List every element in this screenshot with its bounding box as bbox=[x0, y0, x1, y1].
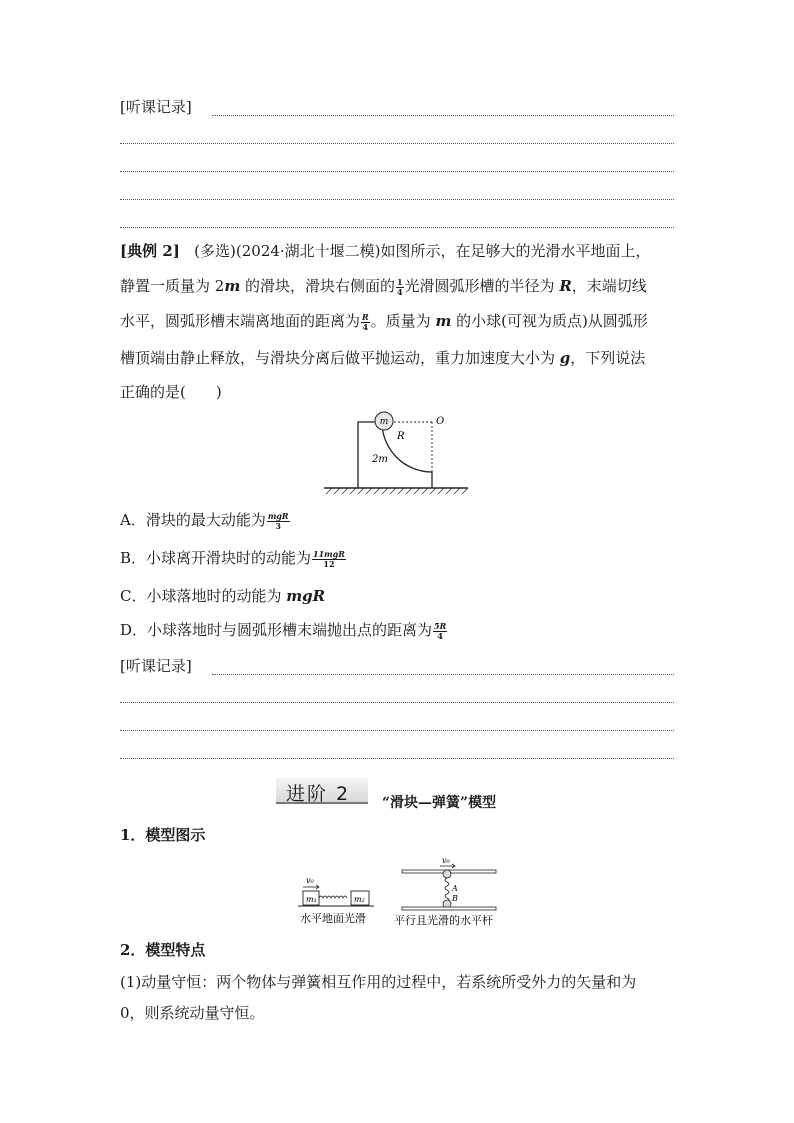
point-a-label: A bbox=[452, 884, 458, 893]
figure-caption: 平行且光滑的水平杆 bbox=[394, 914, 493, 927]
fraction-denominator: 12 bbox=[323, 558, 335, 569]
example-line-5 bbox=[120, 382, 222, 402]
model-paragraph-line-1: (1)动量守恒：两个物体与弹簧相互作用的过程中，若系统所受外力的矢量和为 bbox=[120, 973, 637, 991]
section-banner bbox=[276, 778, 368, 804]
fraction-numerator: 1 bbox=[396, 276, 403, 287]
option-text: C．小球落地时的动能为 bbox=[120, 587, 287, 605]
math-var: g bbox=[559, 349, 571, 367]
example-text: (多选)(2024·湖北十堰二模)如图所示，在足够大的光滑水平地面上， bbox=[194, 242, 651, 260]
example-tag: [典例 2] bbox=[120, 242, 180, 260]
notes-line[interactable] bbox=[120, 758, 674, 759]
center-label: O bbox=[436, 416, 445, 427]
option-a[interactable] bbox=[120, 510, 291, 531]
math-expr: mgR bbox=[286, 587, 326, 605]
math-var: m bbox=[435, 312, 452, 330]
notes-row-4 bbox=[120, 182, 674, 202]
fraction-numerator: mgR bbox=[267, 510, 289, 521]
notes-line[interactable] bbox=[120, 199, 674, 200]
notes-row-2 bbox=[120, 126, 674, 146]
option-c[interactable] bbox=[120, 586, 325, 606]
notes-row-1 bbox=[120, 98, 674, 118]
option-text: D．小球落地时与圆弧形槽末端抛出点的距离为 bbox=[120, 621, 433, 639]
notes-label: [听课记录] bbox=[120, 657, 192, 675]
notes-line[interactable] bbox=[212, 115, 674, 116]
block-m2-label: m₂ bbox=[354, 895, 365, 904]
block-label: 2m bbox=[372, 454, 388, 465]
block-m1-label: m₁ bbox=[306, 895, 317, 904]
ground-hatch bbox=[326, 488, 468, 494]
velocity-label: v₀ bbox=[442, 856, 450, 865]
velocity-label: v₀ bbox=[306, 876, 314, 885]
example-line-1 bbox=[120, 241, 651, 261]
model-heading-2: 2．模型特点 bbox=[120, 941, 206, 959]
notes-line[interactable] bbox=[120, 171, 674, 172]
fraction-denominator: 4 bbox=[437, 630, 443, 641]
fraction bbox=[312, 550, 346, 569]
ring-a bbox=[443, 870, 451, 878]
math-var: R bbox=[559, 277, 572, 295]
notes-row-3 bbox=[120, 154, 674, 174]
example-text: ，下列说法 bbox=[570, 349, 646, 367]
notes-line[interactable] bbox=[120, 702, 674, 703]
notes-row-8 bbox=[120, 713, 674, 733]
model-paragraph-line-2: 0，则系统动量守恒。 bbox=[120, 1004, 265, 1022]
section-banner-label: 进阶 2 bbox=[286, 783, 351, 805]
fraction-denominator: 4 bbox=[362, 321, 369, 332]
example-text: 。质量为 bbox=[370, 312, 436, 330]
figure-block-groove bbox=[320, 410, 472, 496]
example-text: ，末端切线 bbox=[571, 277, 647, 295]
example-text: 正确的是( ) bbox=[120, 383, 222, 401]
figure-spring-ground bbox=[296, 872, 376, 928]
fraction-denominator: 3 bbox=[275, 520, 281, 531]
block-outline bbox=[358, 422, 432, 488]
model-heading-1: 1．模型图示 bbox=[120, 826, 206, 844]
rod-bottom bbox=[402, 907, 496, 910]
section-title: “滑块—弹簧”模型 bbox=[382, 795, 497, 811]
fraction-numerator: 5R bbox=[434, 620, 447, 631]
example-text: 的小球(可视为质点)从圆弧形 bbox=[451, 312, 648, 330]
option-d[interactable] bbox=[120, 620, 448, 641]
example-text: 槽顶端由静止释放，与滑块分离后做平抛运动，重力加速度大小为 bbox=[120, 349, 560, 367]
fraction-numerator: 11mgR bbox=[313, 548, 345, 559]
fraction-numerator: R bbox=[362, 311, 369, 322]
notes-label: [听课记录] bbox=[120, 98, 192, 116]
fraction bbox=[361, 313, 370, 332]
example-text: 的滑块，滑块右侧面的 bbox=[240, 277, 395, 295]
notes-line[interactable] bbox=[120, 730, 674, 731]
notes-line[interactable] bbox=[212, 674, 674, 675]
notes-row-5 bbox=[120, 210, 674, 230]
notes-row-6 bbox=[120, 657, 674, 677]
spring bbox=[445, 878, 449, 902]
figure-spring-rods bbox=[390, 852, 510, 930]
notes-row-7 bbox=[120, 685, 674, 705]
fraction bbox=[396, 278, 404, 297]
fraction bbox=[267, 512, 290, 531]
radius-label: R bbox=[397, 431, 405, 442]
example-text: 静置一质量为 2 bbox=[120, 277, 225, 295]
spring bbox=[319, 896, 347, 898]
point-b-label: B bbox=[452, 894, 458, 903]
fraction bbox=[433, 622, 447, 641]
ball-label: m bbox=[379, 417, 389, 427]
example-text: 水平，圆弧形槽末端离地面的距离为 bbox=[120, 312, 361, 330]
example-text: 光滑圆弧形槽的半径为 bbox=[404, 277, 560, 295]
figure-caption: 水平地面光滑 bbox=[300, 912, 366, 925]
example-line-3 bbox=[120, 311, 648, 332]
notes-row-9 bbox=[120, 741, 674, 761]
example-line-2 bbox=[120, 276, 647, 297]
notes-line[interactable] bbox=[120, 227, 674, 228]
option-text: A．滑块的最大动能为 bbox=[120, 511, 266, 529]
notes-line[interactable] bbox=[120, 143, 674, 144]
math-var: m bbox=[224, 277, 241, 295]
option-b[interactable] bbox=[120, 548, 347, 569]
option-text: B．小球离开滑块时的动能为 bbox=[120, 549, 312, 567]
example-line-4 bbox=[120, 348, 645, 368]
fraction-denominator: 4 bbox=[396, 286, 403, 297]
